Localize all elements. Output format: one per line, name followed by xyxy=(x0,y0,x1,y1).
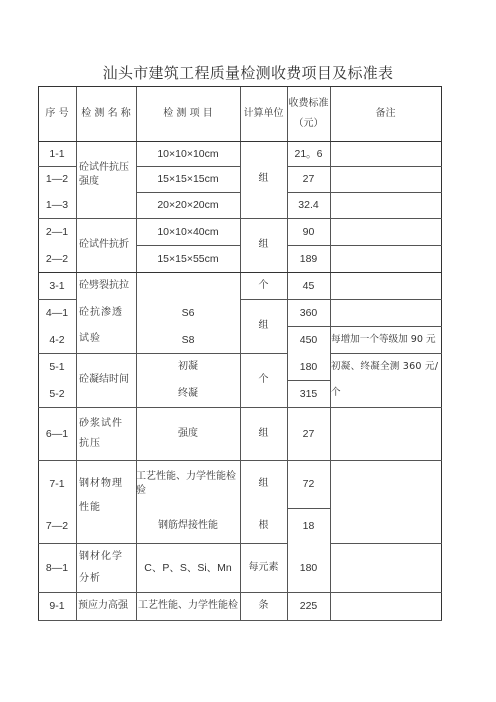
row-item: 工艺性能、力学性能检 xyxy=(138,600,238,611)
row-fee: 315 xyxy=(299,387,318,400)
row-fee: 225 xyxy=(299,600,318,612)
row-line xyxy=(330,543,442,544)
test-name: 砼劈裂抗拉 xyxy=(79,279,129,291)
header-fee xyxy=(287,86,330,141)
row-seq: 2—1 xyxy=(45,225,69,238)
row-unit: 每元素 xyxy=(248,561,279,573)
test-name: 砼抗渗透试验 xyxy=(79,307,123,344)
row-seq: 7—2 xyxy=(45,519,69,532)
row-seq: 6—1 xyxy=(45,427,69,440)
row-fee: 180 xyxy=(299,360,318,373)
header-bottom-line xyxy=(38,141,442,142)
row-seq: 4-2 xyxy=(49,333,65,346)
row-fee: 360 xyxy=(299,306,318,319)
row-unit: 组 xyxy=(258,173,269,184)
header-item: 检 测 项 目 xyxy=(163,107,213,119)
test-name: 砼试件抗折 xyxy=(79,239,129,250)
row-fee: 45 xyxy=(302,279,315,292)
row-line xyxy=(240,299,442,300)
row-item: 15×15×55cm xyxy=(157,252,219,265)
row-fee: 450 xyxy=(299,333,318,346)
row-fee: 180 xyxy=(299,561,318,574)
row-fee: 27 xyxy=(302,173,315,185)
test-name: 预应力高强 xyxy=(78,600,128,611)
row-seq: 5-2 xyxy=(49,387,65,400)
row-item: 钢筋焊接性能 xyxy=(158,519,218,531)
row-unit: 组 xyxy=(258,478,269,489)
test-name: 砼试件抗压强度 xyxy=(79,162,129,187)
test-name: 钢材化学分析 xyxy=(79,550,123,584)
test-name: 砂浆试件抗压 xyxy=(79,417,123,449)
header-seq: 序 号 xyxy=(45,107,69,119)
note-cell: 初凝、终凝全测 360 元/个 xyxy=(331,361,439,398)
row-fee: 27 xyxy=(302,427,315,440)
row-unit: 条 xyxy=(258,600,269,611)
header-fee-line2: （元） xyxy=(293,117,324,129)
row-seq: 8—1 xyxy=(45,561,69,574)
row-unit: 组 xyxy=(258,319,269,331)
row-item: 初凝 xyxy=(178,360,198,372)
page-title: 汕头市建筑工程质量检测收费项目及标准表 xyxy=(102,64,394,82)
row-item: 15×15×15cm xyxy=(157,173,219,185)
row-seq: 1—3 xyxy=(45,199,69,211)
row-item: C、P、S、Si、Mn xyxy=(144,561,232,574)
row-item: S6 xyxy=(181,306,195,319)
row-item: 10×10×40cm xyxy=(157,225,219,238)
row-seq: 9-1 xyxy=(49,600,65,612)
header-fee-line1: 收费标准 xyxy=(288,97,329,109)
table-bottom-line xyxy=(38,620,442,621)
row-seq: 1—2 xyxy=(45,173,69,185)
row-seq: 3-1 xyxy=(49,279,65,292)
row-unit: 组 xyxy=(258,427,269,439)
row-fee: 72 xyxy=(302,478,315,490)
row-seq: 5-1 xyxy=(49,360,65,373)
row-fee: 18 xyxy=(302,519,315,532)
test-name: 钢材物理性能 xyxy=(79,478,123,513)
row-item: S8 xyxy=(181,333,195,346)
row-fee: 189 xyxy=(299,252,318,265)
row-seq: 7-1 xyxy=(49,478,65,490)
test-name: 砼凝结时间 xyxy=(79,374,129,385)
row-unit: 根 xyxy=(258,519,269,531)
row-unit: 个 xyxy=(258,373,269,385)
row-fee: 21。6 xyxy=(294,147,323,160)
row-item: 终凝 xyxy=(178,387,198,399)
row-item: 20×20×20cm xyxy=(157,199,219,211)
header-note: 备注 xyxy=(375,107,396,119)
row-seq: 1-1 xyxy=(49,147,65,160)
row-item: 10×10×10cm xyxy=(157,147,219,160)
header-unit: 计算单位 xyxy=(243,107,284,119)
row-unit: 个 xyxy=(258,279,269,291)
row-seq: 2—2 xyxy=(45,252,69,265)
row-seq: 4—1 xyxy=(45,306,69,319)
header-name: 检 测 名 称 xyxy=(81,107,131,119)
row-unit: 组 xyxy=(258,239,269,250)
row-item: 工艺性能、力学性能检验 xyxy=(136,471,236,496)
note-cell: 每增加一个等级加 90 元 xyxy=(331,333,436,345)
row-fee: 32.4 xyxy=(298,199,319,211)
row-fee: 90 xyxy=(302,225,315,238)
row-item: 强度 xyxy=(178,427,198,439)
